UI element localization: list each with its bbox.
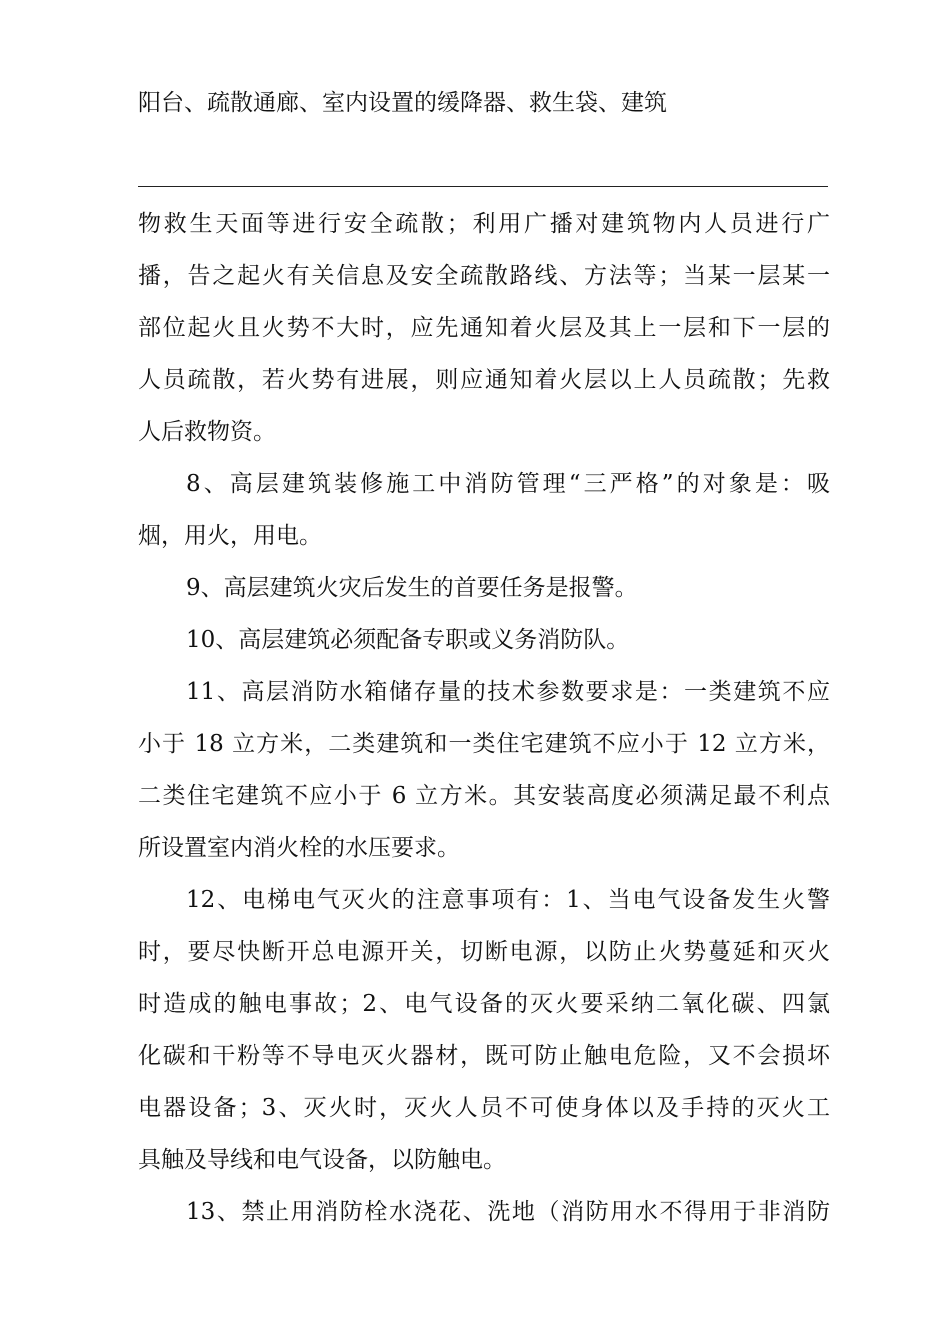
text-line: 具触及导线和电气设备，以防触电。 [138,1147,506,1173]
text-line: 物救生天面等进行安全疏散；利用广播对建筑物内人员进行广 [138,211,830,237]
text-line: 时造成的触电事故；2、电气设备的灭火要采纳二氧化碳、四氯 [138,991,830,1017]
text-line: 化碳和干粉等不导电灭火器材，既可防止触电危险，又不会损坏 [138,1043,830,1069]
text-line: 二类住宅建筑不应小于 6 立方米。其安装高度必须满足最不利点 [138,783,830,809]
text-line: 所设置室内消火栓的水压要求。 [138,835,460,861]
item-9-line: 9、高层建筑火灾后发生的首要任务是报警。 [186,575,638,601]
text-line: 播，告之起火有关信息及安全疏散路线、方法等；当某一层某一 [138,263,830,289]
header-text: 阳台、疏散通廊、室内设置的缓降器、救生袋、建筑 [138,90,667,116]
item-10-line: 10、高层建筑必须配备专职或义务消防队。 [186,627,630,653]
text-line: 人员疏散，若火势有进展，则应通知着火层以上人员疏散；先救 [138,367,830,393]
item-11-line: 11、高层消防水箱储存量的技术参数要求是：一类建筑不应 [186,679,830,705]
item-8-line: 8、高层建筑装修施工中消防管理“三严格”的对象是：吸 [186,471,830,497]
text-line: 烟，用火，用电。 [138,523,322,549]
item-12-line: 12、电梯电气灭火的注意事项有：1、当电气设备发生火警 [186,887,830,913]
item-13-line: 13、禁止用消防栓水浇花、洗地（消防用水不得用于非消防 [186,1199,830,1225]
text-line: 部位起火且火势不大时，应先通知着火层及其上一层和下一层的 [138,315,830,341]
header-divider [138,186,828,187]
text-line: 时，要尽快断开总电源开关，切断电源，以防止火势蔓延和灭火 [138,939,830,965]
text-line: 电器设备；3、灭火时，灭火人员不可使身体以及手持的灭火工 [138,1095,830,1121]
text-line: 小于 18 立方米，二类建筑和一类住宅建筑不应小于 12 立方米， [138,731,830,757]
body-text [138,207,830,1247]
text-line: 人后救物资。 [138,419,276,445]
